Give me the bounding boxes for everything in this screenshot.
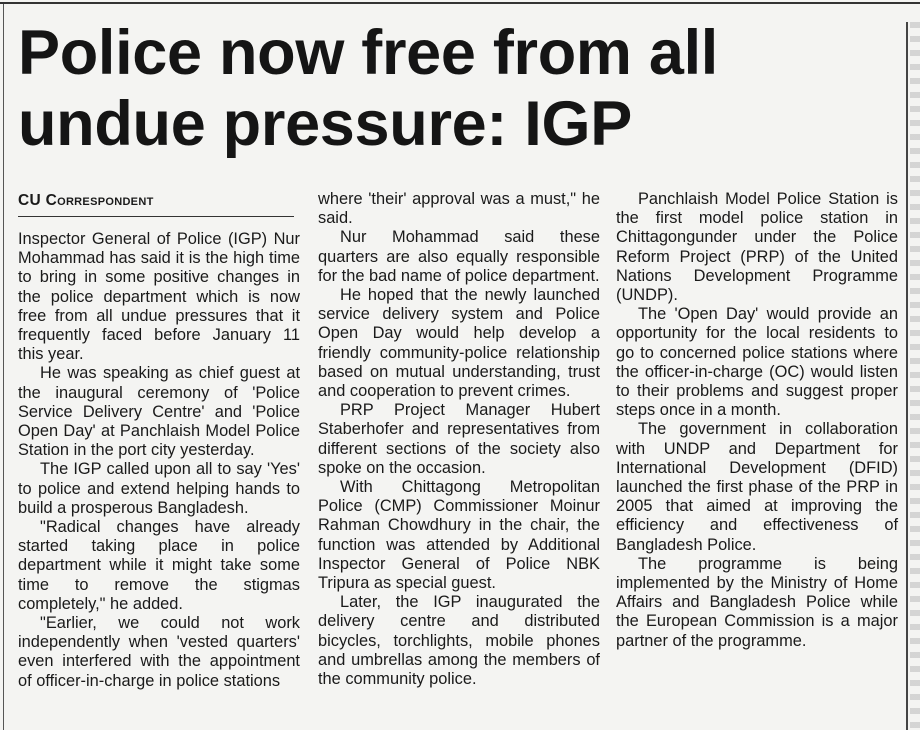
paragraph: Nur Mohammad said these quarters are also equally responsible for the bad name of police department.	[318, 228, 600, 285]
column-1	[18, 230, 300, 691]
paragraph: With Chittagong Metropolitan Police (CMP) Commissioner Moinur Rahman Chowdhury in the chair, the function was attended by Additional Inspector General of Police NBK Tripura as special guest.	[318, 478, 600, 593]
paragraph: He was speaking as chief guest at the inaugural ceremony of 'Police Service Delivery Centre' and 'Police Open Day' at Panchlaish Model Police Station in the port city yesterday.	[18, 364, 300, 460]
paragraph: "Radical changes have already started taking place in police department while it might take some time to remove the stigmas completely," he added.	[18, 518, 300, 613]
paragraph: Later, the IGP inaugurated the delivery centre and distributed bicycles, torchlights, mobile phones and umbrellas among the members of the community police.	[318, 593, 600, 689]
top-rule	[0, 2, 920, 4]
paragraph: The programme is being implemented by the Ministry of Home Affairs and Bangladesh Police while the European Commission is a major partner of the programme.	[616, 554, 898, 650]
left-rule	[3, 4, 4, 730]
headline: Police now free from all undue pressure: IGP	[18, 18, 718, 159]
paragraph-continued: where 'their' approval was a must," he said.	[318, 190, 600, 228]
paragraph: He hoped that the newly launched service delivery system and Police Open Day would help develop a friendly community-police relationship based on mutual understanding, trust and cooperation to prevent crimes.	[318, 286, 600, 401]
adjacent-article-edge	[910, 22, 920, 730]
byline: CU Correspondent	[18, 192, 294, 217]
column-2	[318, 190, 600, 689]
paragraph: "Earlier, we could not work independently when 'vested quarters' even interfered with the appointment of officer-in-charge in police stations	[18, 614, 300, 690]
right-column-rule	[906, 22, 908, 730]
column-3	[616, 190, 898, 651]
paragraph: The IGP called upon all to say 'Yes' to police and extend helping hands to build a prosperous Bangladesh.	[18, 460, 300, 517]
paragraph: PRP Project Manager Hubert Staberhofer and representatives from different sections of the society also spoke on the occasion.	[318, 401, 600, 477]
paragraph: Panchlaish Model Police Station is the first model police station in Chittagongunder under the Police Reform Project (PRP) of the United Nations Development Programme (UNDP).	[616, 190, 898, 305]
paragraph: The 'Open Day' would provide an opportunity for the local residents to go to concerned police stations where the officer-in-charge (OC) would listen to their problems and suggest proper steps once in a month.	[616, 305, 898, 420]
paragraph: Inspector General of Police (IGP) Nur Mohammad has said it is the high time to bring in some positive changes in the police department which is now free from all undue pressures that it frequently faced before January 11 this year.	[18, 230, 300, 364]
paragraph: The government in collaboration with UNDP and Department for International Development (DFID) launched the first phase of the PRP in 2005 that aimed at improving the efficiency and effectiveness of Bangladesh Police.	[616, 420, 898, 554]
